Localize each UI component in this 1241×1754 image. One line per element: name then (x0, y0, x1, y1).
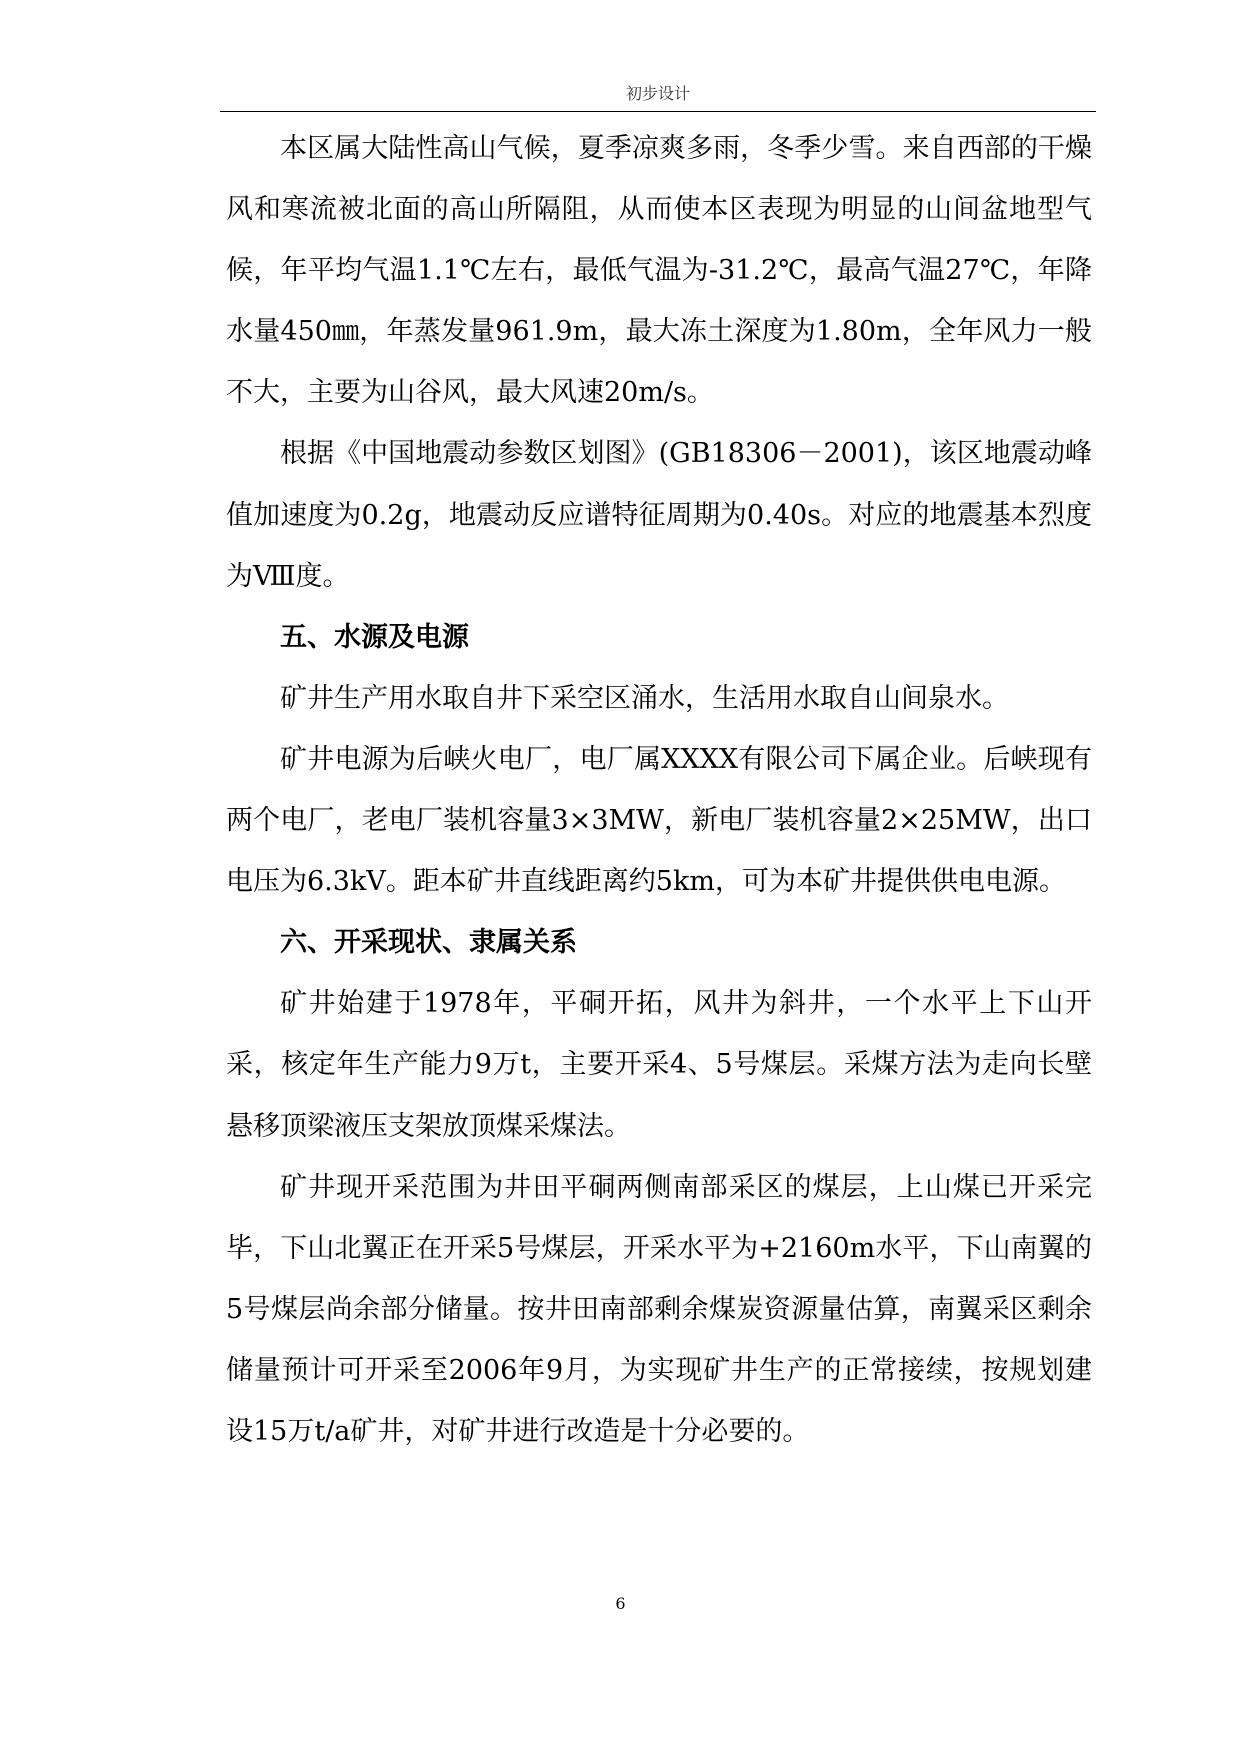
document-body (226, 118, 1092, 1462)
section-heading-mining-status: 六、开采现状、隶属关系 (280, 927, 577, 959)
paragraph-climate: 本区属大陆性高山气候，夏季凉爽多雨，冬季少雪。来自西部的干燥风和寒流被北面的高山所隔阻，从而使本区表现为明显的山间盆地型气候，年平均气温1.1℃左右，最低气温为-31.2℃，最高气温27℃，年降水量450㎜，年蒸发量961.9m，最大冻土深度为1.80m，全年风力一般不大，主要为山谷风，最大风速20m/s。 (226, 133, 1092, 409)
paragraph-power-supply: 矿井电源为后峡火电厂，电厂属XXXX有限公司下属企业。后峡现有两个电厂，老电厂装机容量3×3MW，新电厂装机容量2×25MW，出口电压为6.3kV。距本矿井直线距离约5km，可为本矿井提供供电电源。 (226, 743, 1092, 898)
section-heading-water-power: 五、水源及电源 (280, 621, 469, 653)
paragraph-mine-history: 矿井始建于1978年，平硐开拓，风井为斜井，一个水平上下山开采，核定年生产能力9万t，主要开采4、5号煤层。采煤方法为走向长壁悬移顶梁液压支架放顶煤采煤法。 (226, 988, 1092, 1142)
page-number: 6 (615, 1594, 626, 1613)
paragraph-seismic: 根据《中国地震动参数区划图》(GB18306－2001)，该区地震动峰值加速度为0.2g，地震动反应谱特征周期为0.40s。对应的地震基本烈度为Ⅷ度。 (226, 438, 1092, 592)
paragraph-current-mining: 矿井现开采范围为井田平硐两侧南部采区的煤层，上山煤已开采完毕，下山北翼正在开采5号煤层，开采水平为+2160m水平，下山南翼的5号煤层尚余部分储量。按井田南部剩余煤炭资源量估算，南翼采区剩余储量预计可开采至2006年9月，为实现矿井生产的正常接续，按规划建设15万t/a矿井，对矿井进行改造是十分必要的。 (226, 1171, 1092, 1447)
page-header: 初步设计 (625, 84, 690, 103)
header-divider (220, 111, 1096, 112)
paragraph-water-supply: 矿井生产用水取自井下采空区涌水，生活用水取自山间泉水。 (280, 682, 1009, 714)
